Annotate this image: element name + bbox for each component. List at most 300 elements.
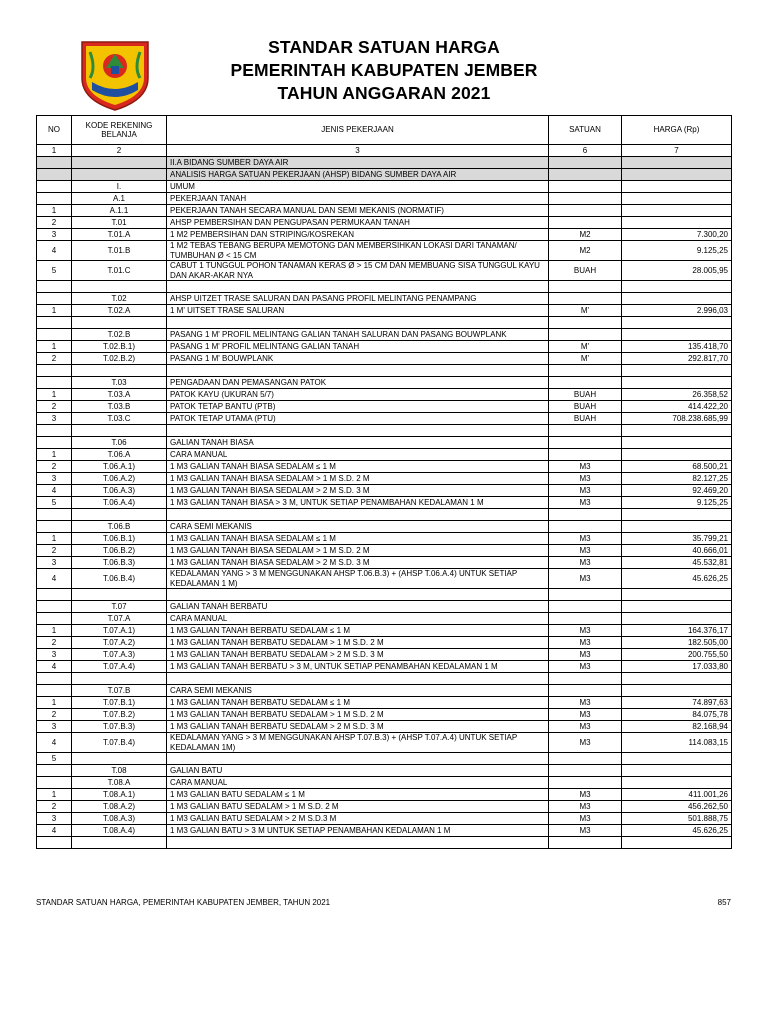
cell-kode-rekening (72, 425, 167, 437)
cell-kode-rekening: T.01 (72, 217, 167, 229)
cell-jenis-pekerjaan: PATOK KAYU (UKURAN 5/7) (167, 389, 549, 401)
table-row (37, 753, 732, 765)
cell-no: 4 (37, 733, 72, 753)
table-row (37, 509, 732, 521)
cell-no: 4 (37, 241, 72, 261)
table-row (37, 329, 732, 341)
cell-harga: 9.125,25 (622, 497, 732, 509)
cell-satuan: M3 (549, 801, 622, 813)
table-row (37, 377, 732, 389)
table-row (37, 413, 732, 425)
cell-kode-rekening: T.07.A.2) (72, 637, 167, 649)
cell-harga (622, 281, 732, 293)
table-row (37, 353, 732, 365)
cell-satuan (549, 317, 622, 329)
cell-kode-rekening: T.06.A (72, 449, 167, 461)
cell-harga: 411.001,26 (622, 789, 732, 801)
cell-satuan (549, 837, 622, 849)
cell-kode-rekening: T.06.B.1) (72, 533, 167, 545)
cell-jenis-pekerjaan: ANALISIS HARGA SATUAN PEKERJAAN (AHSP) BIDANG SUMBER DAYA AIR (167, 169, 549, 181)
cell-harga (622, 777, 732, 789)
cell-kode-rekening: T.07 (72, 601, 167, 613)
cell-harga: 164.376,17 (622, 625, 732, 637)
cell-jenis-pekerjaan: 1 M3 GALIAN TANAH BIASA SEDALAM ≤ 1 M (167, 461, 549, 473)
table-row (37, 837, 732, 849)
cell-jenis-pekerjaan: UMUM (167, 181, 549, 193)
cell-satuan (549, 521, 622, 533)
table-row (37, 229, 732, 241)
price-table (36, 115, 732, 849)
cell-jenis-pekerjaan: 1 M3 GALIAN TANAH BERBATU SEDALAM > 1 M S.D. 2 M (167, 709, 549, 721)
cell-kode-rekening: T.08.A.1) (72, 789, 167, 801)
cell-satuan: M' (549, 341, 622, 353)
table-row (37, 305, 732, 317)
cell-harga (622, 329, 732, 341)
cell-jenis-pekerjaan: 1 M3 GALIAN TANAH BIASA SEDALAM > 1 M S.D. 2 M (167, 473, 549, 485)
table-row (37, 425, 732, 437)
cell-kode-rekening (72, 589, 167, 601)
table-row (37, 217, 732, 229)
cell-satuan: M3 (549, 485, 622, 497)
cell-harga: 708.238.685,99 (622, 413, 732, 425)
table-row (37, 721, 732, 733)
column-number: 1 (37, 145, 72, 157)
header-jenis-pekerjaan: JENIS PEKERJAAN (167, 116, 549, 145)
cell-harga: 92.469,20 (622, 485, 732, 497)
cell-no: 2 (37, 801, 72, 813)
cell-jenis-pekerjaan (167, 365, 549, 377)
cell-kode-rekening (72, 157, 167, 169)
cell-harga: 28.005,95 (622, 261, 732, 281)
cell-jenis-pekerjaan: 1 M3 GALIAN TANAH BERBATU > 3 M, UNTUK SETIAP PENAMBAHAN KEDALAMAN 1 M (167, 661, 549, 673)
cell-kode-rekening: T.07.B.3) (72, 721, 167, 733)
cell-no: 4 (37, 485, 72, 497)
cell-kode-rekening: T.07.B (72, 685, 167, 697)
cell-kode-rekening: T.06.A.1) (72, 461, 167, 473)
cell-satuan: M3 (549, 789, 622, 801)
cell-harga (622, 317, 732, 329)
cell-satuan (549, 613, 622, 625)
cell-harga: 114.083,15 (622, 733, 732, 753)
cell-satuan (549, 449, 622, 461)
cell-satuan: M3 (549, 461, 622, 473)
cell-satuan: M3 (549, 697, 622, 709)
cell-jenis-pekerjaan: PASANG 1 M' BOUWPLANK (167, 353, 549, 365)
cell-harga: 45.532,81 (622, 557, 732, 569)
cell-satuan: BUAH (549, 401, 622, 413)
cell-jenis-pekerjaan: CARA MANUAL (167, 777, 549, 789)
cell-kode-rekening: T.03.C (72, 413, 167, 425)
header-no: NO (37, 116, 72, 145)
cell-jenis-pekerjaan: PASANG 1 M' PROFIL MELINTANG GALIAN TANAH (167, 341, 549, 353)
cell-kode-rekening: T.07.B.2) (72, 709, 167, 721)
table-row (37, 181, 732, 193)
cell-kode-rekening: T.07.A (72, 613, 167, 625)
cell-harga: 182.505,00 (622, 637, 732, 649)
cell-satuan (549, 601, 622, 613)
cell-kode-rekening: A.1.1 (72, 205, 167, 217)
title-line-2: PEMERINTAH KABUPATEN JEMBER (230, 60, 538, 80)
cell-jenis-pekerjaan (167, 673, 549, 685)
header-kode-rekening: KODE REKENING BELANJA (72, 116, 167, 145)
table-row (37, 625, 732, 637)
cell-satuan: M3 (549, 545, 622, 557)
cell-no: 1 (37, 449, 72, 461)
cell-harga (622, 509, 732, 521)
cell-no (37, 425, 72, 437)
cell-harga (622, 673, 732, 685)
cell-jenis-pekerjaan: 1 M3 GALIAN TANAH BERBATU SEDALAM > 2 M S.D. 3 M (167, 721, 549, 733)
cell-satuan (549, 293, 622, 305)
cell-jenis-pekerjaan: PATOK TETAP UTAMA (PTU) (167, 413, 549, 425)
cell-no: 1 (37, 205, 72, 217)
table-row (37, 673, 732, 685)
table-row (37, 485, 732, 497)
cell-satuan: M2 (549, 229, 622, 241)
cell-satuan: BUAH (549, 413, 622, 425)
cell-harga (622, 205, 732, 217)
table-row (37, 365, 732, 377)
cell-jenis-pekerjaan (167, 281, 549, 293)
cell-harga: 9.125,25 (622, 241, 732, 261)
cell-jenis-pekerjaan: 1 M3 GALIAN TANAH BIASA SEDALAM > 2 M S.D. 3 M (167, 557, 549, 569)
table-row (37, 709, 732, 721)
cell-jenis-pekerjaan: 1 M3 GALIAN TANAH BIASA > 3 M, UNTUK SETIAP PENAMBAHAN KEDALAMAN 1 M (167, 497, 549, 509)
cell-harga: 45.626,25 (622, 569, 732, 589)
cell-kode-rekening: T.06.B.4) (72, 569, 167, 589)
cell-satuan (549, 281, 622, 293)
cell-kode-rekening: T.02 (72, 293, 167, 305)
cell-satuan: M3 (549, 473, 622, 485)
cell-satuan (549, 377, 622, 389)
cell-harga: 7.300,20 (622, 229, 732, 241)
cell-harga: 68.500,21 (622, 461, 732, 473)
title-line-1: STANDAR SATUAN HARGA (268, 37, 500, 57)
cell-jenis-pekerjaan: 1 M3 GALIAN TANAH BIASA SEDALAM > 2 M S.D. 3 M (167, 485, 549, 497)
table-row (37, 789, 732, 801)
cell-no: 2 (37, 217, 72, 229)
table-row (37, 241, 732, 261)
table-row (37, 169, 732, 181)
cell-satuan (549, 181, 622, 193)
cell-no (37, 765, 72, 777)
cell-satuan: M' (549, 305, 622, 317)
cell-no: 3 (37, 229, 72, 241)
cell-kode-rekening: T.06.B (72, 521, 167, 533)
cell-jenis-pekerjaan: 1 M3 GALIAN BATU SEDALAM > 1 M S.D. 2 M (167, 801, 549, 813)
table-row (37, 825, 732, 837)
cell-no: 3 (37, 473, 72, 485)
cell-kode-rekening: T.06.B.3) (72, 557, 167, 569)
cell-kode-rekening (72, 317, 167, 329)
cell-no: 2 (37, 709, 72, 721)
cell-satuan: M3 (549, 649, 622, 661)
cell-harga (622, 293, 732, 305)
cell-no: 2 (37, 461, 72, 473)
cell-satuan: M3 (549, 721, 622, 733)
cell-jenis-pekerjaan (167, 509, 549, 521)
cell-harga (622, 685, 732, 697)
cell-no (37, 293, 72, 305)
cell-kode-rekening: T.06.A.3) (72, 485, 167, 497)
cell-satuan: M3 (549, 661, 622, 673)
cell-satuan: M3 (549, 733, 622, 753)
cell-no (37, 837, 72, 849)
table-row (37, 637, 732, 649)
cell-harga: 26.358,52 (622, 389, 732, 401)
cell-kode-rekening: T.01.B (72, 241, 167, 261)
cell-no (37, 685, 72, 697)
cell-harga: 82.168,94 (622, 721, 732, 733)
cell-jenis-pekerjaan: 1 M3 GALIAN TANAH BERBATU SEDALAM > 2 M S.D. 3 M (167, 649, 549, 661)
cell-kode-rekening: T.07.A.4) (72, 661, 167, 673)
cell-kode-rekening (72, 509, 167, 521)
cell-satuan (549, 437, 622, 449)
cell-no: 3 (37, 813, 72, 825)
cell-kode-rekening: T.02.B.1) (72, 341, 167, 353)
table-row (37, 685, 732, 697)
column-number-row (37, 145, 732, 157)
cell-satuan (549, 157, 622, 169)
cell-no (37, 365, 72, 377)
cell-satuan (549, 685, 622, 697)
cell-satuan (549, 365, 622, 377)
cell-kode-rekening (72, 753, 167, 765)
cell-no (37, 613, 72, 625)
cell-jenis-pekerjaan: 1 M2 TEBAS TEBANG BERUPA MEMOTONG DAN MEMBERSIHKAN LOKASI DARI TANAMAN/ TUMBUHAN Ø < 15 CM (167, 241, 549, 261)
cell-no: 3 (37, 649, 72, 661)
cell-kode-rekening (72, 281, 167, 293)
cell-jenis-pekerjaan: CARA SEMI MEKANIS (167, 685, 549, 697)
cell-no (37, 673, 72, 685)
cell-kode-rekening: T.08.A.2) (72, 801, 167, 813)
page-number: 857 (717, 898, 731, 907)
document-title-block (180, 36, 588, 105)
table-row (37, 157, 732, 169)
cell-no: 5 (37, 753, 72, 765)
cell-harga (622, 181, 732, 193)
cell-harga: 200.755,50 (622, 649, 732, 661)
cell-satuan: M3 (549, 569, 622, 589)
table-row (37, 449, 732, 461)
cell-harga: 40.666,01 (622, 545, 732, 557)
cell-kode-rekening: T.08.A.4) (72, 825, 167, 837)
cell-harga (622, 365, 732, 377)
cell-no (37, 437, 72, 449)
cell-kode-rekening: T.02.B (72, 329, 167, 341)
cell-satuan: M3 (549, 813, 622, 825)
cell-satuan: BUAH (549, 261, 622, 281)
cell-harga (622, 425, 732, 437)
cell-kode-rekening: T.06.B.2) (72, 545, 167, 557)
cell-kode-rekening: T.06 (72, 437, 167, 449)
cell-jenis-pekerjaan: KEDALAMAN YANG > 3 M MENGGUNAKAN AHSP T.06.B.3) + (AHSP T.06.A.4) UNTUK SETIAP KEDALAMAN 1 M) (167, 569, 549, 589)
cell-jenis-pekerjaan: AHSP UITZET TRASE SALURAN DAN PASANG PROFIL MELINTANG PENAMPANG (167, 293, 549, 305)
table-row (37, 389, 732, 401)
cell-satuan (549, 193, 622, 205)
cell-no (37, 777, 72, 789)
column-number: 7 (622, 145, 732, 157)
cell-kode-rekening: T.07.A.3) (72, 649, 167, 661)
cell-harga (622, 377, 732, 389)
cell-harga: 414.422,20 (622, 401, 732, 413)
cell-kode-rekening: A.1 (72, 193, 167, 205)
cell-jenis-pekerjaan (167, 425, 549, 437)
cell-harga (622, 437, 732, 449)
cell-satuan (549, 765, 622, 777)
table-row (37, 205, 732, 217)
cell-harga: 17.033,80 (622, 661, 732, 673)
cell-jenis-pekerjaan: PEKERJAAN TANAH SECARA MANUAL DAN SEMI MEKANIS (NORMATIF) (167, 205, 549, 217)
cell-satuan (549, 205, 622, 217)
cell-harga: 2.996,03 (622, 305, 732, 317)
cell-satuan: M3 (549, 557, 622, 569)
cell-jenis-pekerjaan (167, 837, 549, 849)
table-row (37, 261, 732, 281)
cell-kode-rekening: T.03.A (72, 389, 167, 401)
cell-jenis-pekerjaan: GALIAN TANAH BERBATU (167, 601, 549, 613)
cell-no (37, 329, 72, 341)
cell-no (37, 377, 72, 389)
column-number: 6 (549, 145, 622, 157)
cell-no: 1 (37, 533, 72, 545)
cell-no: 4 (37, 825, 72, 837)
table-row (37, 733, 732, 753)
header-satuan: SATUAN (549, 116, 622, 145)
cell-satuan (549, 217, 622, 229)
table-header-row (37, 116, 732, 145)
cell-jenis-pekerjaan (167, 589, 549, 601)
cell-satuan: M' (549, 353, 622, 365)
cell-jenis-pekerjaan: 1 M3 GALIAN TANAH BIASA SEDALAM > 1 M S.D. 2 M (167, 545, 549, 557)
cell-jenis-pekerjaan: GALIAN BATU (167, 765, 549, 777)
jember-coat-of-arms-logo (76, 38, 154, 112)
cell-jenis-pekerjaan: 1 M3 GALIAN TANAH BERBATU SEDALAM ≤ 1 M (167, 697, 549, 709)
cell-jenis-pekerjaan: PATOK TETAP BANTU (PTB) (167, 401, 549, 413)
table-row (37, 293, 732, 305)
cell-kode-rekening: T.06.A.2) (72, 473, 167, 485)
cell-kode-rekening: I. (72, 181, 167, 193)
table-row (37, 613, 732, 625)
cell-kode-rekening: T.03.B (72, 401, 167, 413)
cell-jenis-pekerjaan (167, 753, 549, 765)
cell-no (37, 157, 72, 169)
cell-harga: 45.626,25 (622, 825, 732, 837)
cell-no: 2 (37, 353, 72, 365)
cell-jenis-pekerjaan: 1 M2 PEMBERSIHAN DAN STRIPING/KOSREKAN (167, 229, 549, 241)
table-row (37, 813, 732, 825)
table-row (37, 461, 732, 473)
cell-jenis-pekerjaan: II.A BIDANG SUMBER DAYA AIR (167, 157, 549, 169)
cell-harga (622, 157, 732, 169)
cell-harga: 501.888,75 (622, 813, 732, 825)
cell-jenis-pekerjaan: CABUT 1 TUNGGUL POHON TANAMAN KERAS Ø > 15 CM DAN MEMBUANG SISA TUNGGUL KAYU DAN AKAR-AKAR NYA (167, 261, 549, 281)
cell-no: 2 (37, 637, 72, 649)
cell-harga (622, 753, 732, 765)
table-row (37, 317, 732, 329)
cell-satuan (549, 509, 622, 521)
table-row (37, 401, 732, 413)
cell-no (37, 601, 72, 613)
cell-no (37, 193, 72, 205)
cell-satuan: M3 (549, 709, 622, 721)
cell-no: 3 (37, 413, 72, 425)
table-row (37, 557, 732, 569)
cell-harga: 82.127,25 (622, 473, 732, 485)
table-row (37, 569, 732, 589)
cell-jenis-pekerjaan: AHSP PEMBERSIHAN DAN PENGUPASAN PERMUKAAN TANAH (167, 217, 549, 229)
cell-kode-rekening: T.02.B.2) (72, 353, 167, 365)
cell-kode-rekening: T.07.B.1) (72, 697, 167, 709)
table-row (37, 545, 732, 557)
cell-jenis-pekerjaan: CARA MANUAL (167, 449, 549, 461)
cell-kode-rekening (72, 365, 167, 377)
cell-satuan (549, 673, 622, 685)
cell-satuan: BUAH (549, 389, 622, 401)
cell-harga (622, 589, 732, 601)
cell-jenis-pekerjaan: CARA MANUAL (167, 613, 549, 625)
cell-harga (622, 193, 732, 205)
cell-no (37, 169, 72, 181)
table-row (37, 473, 732, 485)
cell-jenis-pekerjaan: CARA SEMI MEKANIS (167, 521, 549, 533)
table-row (37, 497, 732, 509)
cell-no: 1 (37, 341, 72, 353)
table-row (37, 281, 732, 293)
cell-harga: 292.817,70 (622, 353, 732, 365)
cell-harga (622, 837, 732, 849)
table-row (37, 801, 732, 813)
cell-jenis-pekerjaan: GALIAN TANAH BIASA (167, 437, 549, 449)
footer-text: STANDAR SATUAN HARGA, PEMERINTAH KABUPATEN JEMBER, TAHUN 2021 (36, 898, 331, 907)
cell-satuan (549, 753, 622, 765)
cell-kode-rekening: T.06.A.4) (72, 497, 167, 509)
cell-harga (622, 613, 732, 625)
cell-kode-rekening: T.02.A (72, 305, 167, 317)
cell-harga (622, 217, 732, 229)
cell-harga: 84.075,78 (622, 709, 732, 721)
cell-jenis-pekerjaan: PENGADAAN DAN PEMASANGAN PATOK (167, 377, 549, 389)
cell-no (37, 589, 72, 601)
table-row (37, 697, 732, 709)
table-row (37, 601, 732, 613)
cell-jenis-pekerjaan: 1 M3 GALIAN BATU > 3 M UNTUK SETIAP PENAMBAHAN KEDALAMAN 1 M (167, 825, 549, 837)
cell-satuan (549, 589, 622, 601)
cell-no (37, 281, 72, 293)
cell-no (37, 181, 72, 193)
cell-satuan (549, 169, 622, 181)
cell-satuan: M3 (549, 497, 622, 509)
table-row (37, 341, 732, 353)
cell-no (37, 317, 72, 329)
cell-no (37, 509, 72, 521)
cell-satuan: M3 (549, 825, 622, 837)
cell-no: 3 (37, 721, 72, 733)
cell-satuan (549, 777, 622, 789)
cell-satuan: M3 (549, 637, 622, 649)
table-row (37, 193, 732, 205)
cell-no: 4 (37, 661, 72, 673)
cell-jenis-pekerjaan (167, 317, 549, 329)
table-row (37, 661, 732, 673)
table-row (37, 533, 732, 545)
table-row (37, 521, 732, 533)
table-body (37, 157, 732, 849)
cell-no: 1 (37, 789, 72, 801)
cell-satuan (549, 425, 622, 437)
column-number: 2 (72, 145, 167, 157)
cell-no: 3 (37, 557, 72, 569)
